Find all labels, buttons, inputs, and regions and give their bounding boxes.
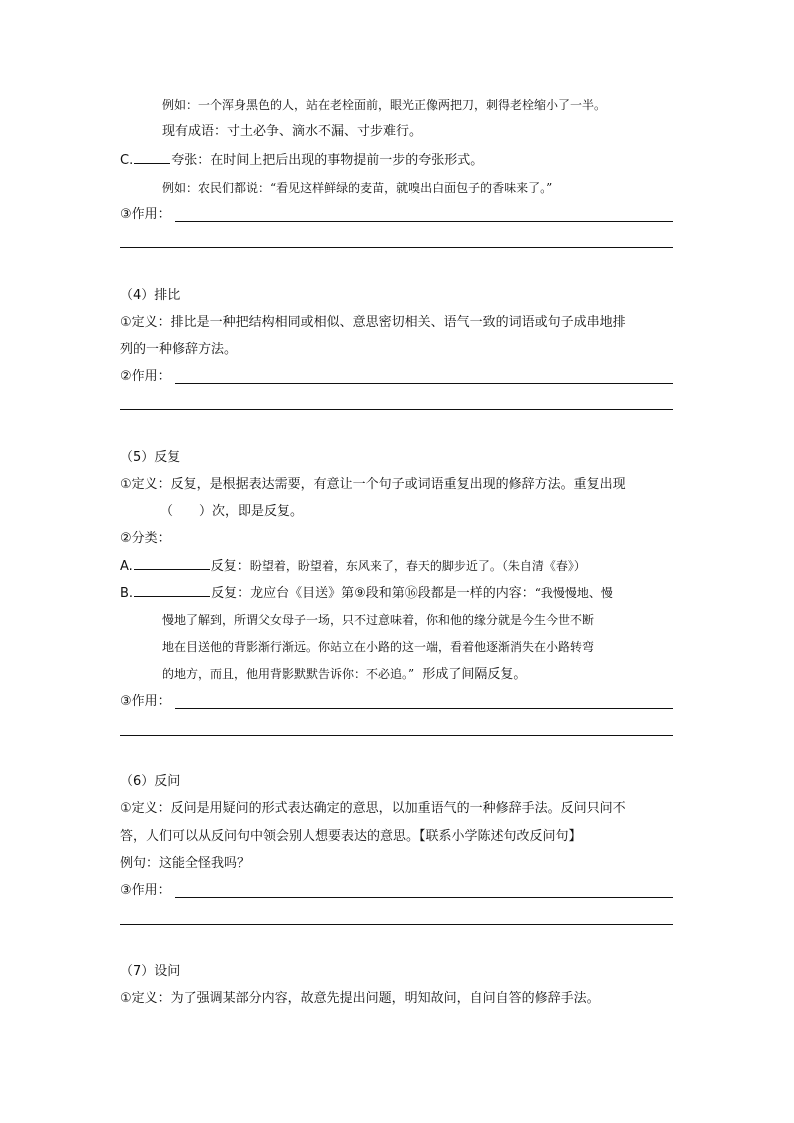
effect-label: ③作用：	[120, 207, 171, 222]
effect-label: ②作用：	[120, 369, 171, 384]
section-title-repetition: （5）反复	[120, 450, 181, 465]
b-label: 反复：龙应台《目送》第⑨段和第⑯段都是一样的内容：	[211, 586, 535, 601]
answer-line[interactable]	[120, 734, 673, 736]
definition-line: ①定义：为了强调某部分内容，故意先提出问题，明知故问，自问自答的修辞手法。	[120, 991, 600, 1006]
answer-line[interactable]	[175, 382, 673, 384]
c-item	[120, 151, 483, 170]
answer-line[interactable]	[120, 408, 673, 410]
effect-label: ③作用：	[120, 883, 171, 898]
definition-line: 答，人们可以从反问句中领会别人想要表达的意思。【联系小学陈述句改反问句】	[120, 829, 582, 844]
answer-line[interactable]	[120, 923, 673, 925]
definition-line: ①定义：反复，是根据表达需要，有意让一个句子或词语重复出现的修辞方法。重复出现	[120, 477, 626, 492]
classify-label: ②分类：	[120, 531, 171, 546]
answer-line[interactable]	[175, 896, 673, 898]
example-line: 例如：一个浑身黑色的人，站在老栓面前，眼光正像两把刀，刺得老栓缩小了一半。	[162, 98, 607, 112]
definition-line: ①定义：排比是一种把结构相同或相似、意思密切相关、语气一致的词语或句子成串地排	[120, 315, 626, 330]
answer-line[interactable]	[175, 220, 673, 222]
example-line: 例如：农民们都说：“看见这样鲜绿的麦苗，就嗅出白面包子的香味来了。”	[162, 181, 553, 195]
a-prefix: A.	[120, 559, 133, 574]
b-quote: “我慢慢地、慢	[534, 586, 613, 600]
example-line: 例句：这能全怪我吗？	[120, 856, 251, 871]
section-title-rhetorical-question: （6）反问	[120, 774, 181, 789]
b-prefix: B.	[120, 586, 134, 601]
a-blank[interactable]	[134, 557, 210, 570]
b-quote: 的地方，而且，他用背影默默告诉你：不必追。”	[162, 667, 415, 681]
c-text: 夸张：在时间上把后出现的事物提前一步的夸张形式。	[171, 153, 484, 168]
section-title-parallelism: （4）排比	[120, 288, 181, 303]
answer-line[interactable]	[175, 707, 673, 709]
b-quote: 慢地了解到，所谓父女母子一场，只不过意味着，你和他的缘分就是今生今世不断	[162, 613, 595, 627]
c-blank[interactable]	[134, 151, 170, 164]
b-item	[120, 584, 613, 603]
section-title-hypophora: （7）设问	[120, 964, 181, 979]
b-tail: 形成了间隔反复。	[422, 667, 527, 682]
b-quote-end	[162, 665, 526, 684]
idioms-line: 现有成语：寸土必争、滴水不漏、寸步难行。	[162, 124, 423, 139]
definition-line: 列的一种修辞方法。	[120, 342, 238, 357]
b-blank[interactable]	[134, 584, 210, 597]
c-prefix: C.	[120, 153, 134, 168]
definition-line: ①定义：反问是用疑问的形式表达确定的意思，以加重语气的一种修辞手法。反问只问不	[120, 801, 626, 816]
b-quote: 地在目送他的背影渐行渐远。你站立在小路的这一端，看着他逐渐消失在小路转弯	[162, 640, 595, 654]
a-item	[120, 557, 586, 576]
a-text: 盼望着，盼望着，东风来了，春天的脚步近了。（朱自清《春》）	[249, 559, 586, 573]
effect-label: ③作用：	[120, 694, 171, 709]
definition-line: （ ）次，即是反复。	[160, 504, 304, 519]
a-label: 反复：	[210, 559, 250, 574]
answer-line[interactable]	[120, 246, 673, 248]
